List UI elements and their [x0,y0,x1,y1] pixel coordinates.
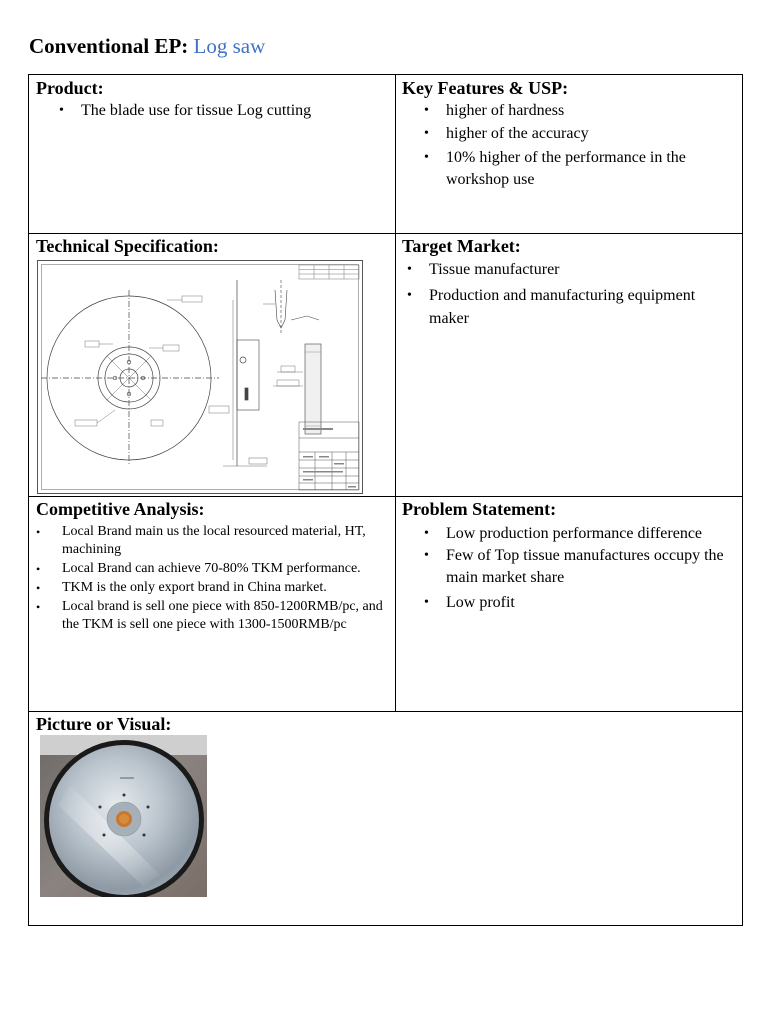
technical-spec-cell [29,234,395,496]
list-item: • Low profit [446,592,736,614]
blade-technical-drawing [37,260,363,494]
title-prefix: Conventional EP: [29,34,189,58]
list-item: • higher of hardness [446,100,731,122]
list-item: • The blade use for tissue Log cutting [81,100,381,122]
competitive-analysis-cell [29,497,395,711]
key-features-cell [396,75,742,233]
title-accent: Log saw [193,34,266,58]
list-item: • 10% higher of the performance in the workshop use [446,147,731,191]
list-item: • Local Brand can achieve 70-80% TKM performance. [62,560,387,578]
list-item: • Production and manufacturing equipment maker [429,284,734,330]
list-item: • Local Brand main us the local resourced material, HT, machining [62,523,387,559]
key-features-heading: Key Features & USP: [402,78,569,98]
visual-cell [29,712,742,925]
list-item: • TKM is the only export brand in China market. [62,579,387,597]
target-market-heading: Target Market: [402,236,521,256]
list-item: • Local brand is sell one piece with 850-1200RMB/pc, and the TKM is sell one piece with 1300-1500RMB/pc [62,598,387,634]
product-heading: Product: [36,78,104,98]
product-cell [29,75,395,233]
spec-table [28,74,743,926]
technical-spec-heading: Technical Specification: [36,236,219,256]
problem-statement-list [446,523,736,614]
problem-statement-heading: Problem Statement: [402,499,557,519]
list-item: • Tissue manufacturer [429,259,734,281]
key-features-list [446,100,731,191]
list-item: • Low production performance difference [446,523,736,545]
blade-photo [40,735,207,897]
list-item: • higher of the accuracy [446,123,731,145]
target-market-cell [396,234,742,496]
page-title [29,34,265,59]
product-list [81,100,381,122]
target-market-list [429,259,734,330]
visual-heading: Picture or Visual: [36,714,172,734]
problem-statement-cell [396,497,742,711]
list-item: • Few of Top tissue manufactures occupy the main market share [446,545,736,589]
competitive-analysis-heading: Competitive Analysis: [36,499,205,519]
competitive-analysis-list [62,523,387,634]
